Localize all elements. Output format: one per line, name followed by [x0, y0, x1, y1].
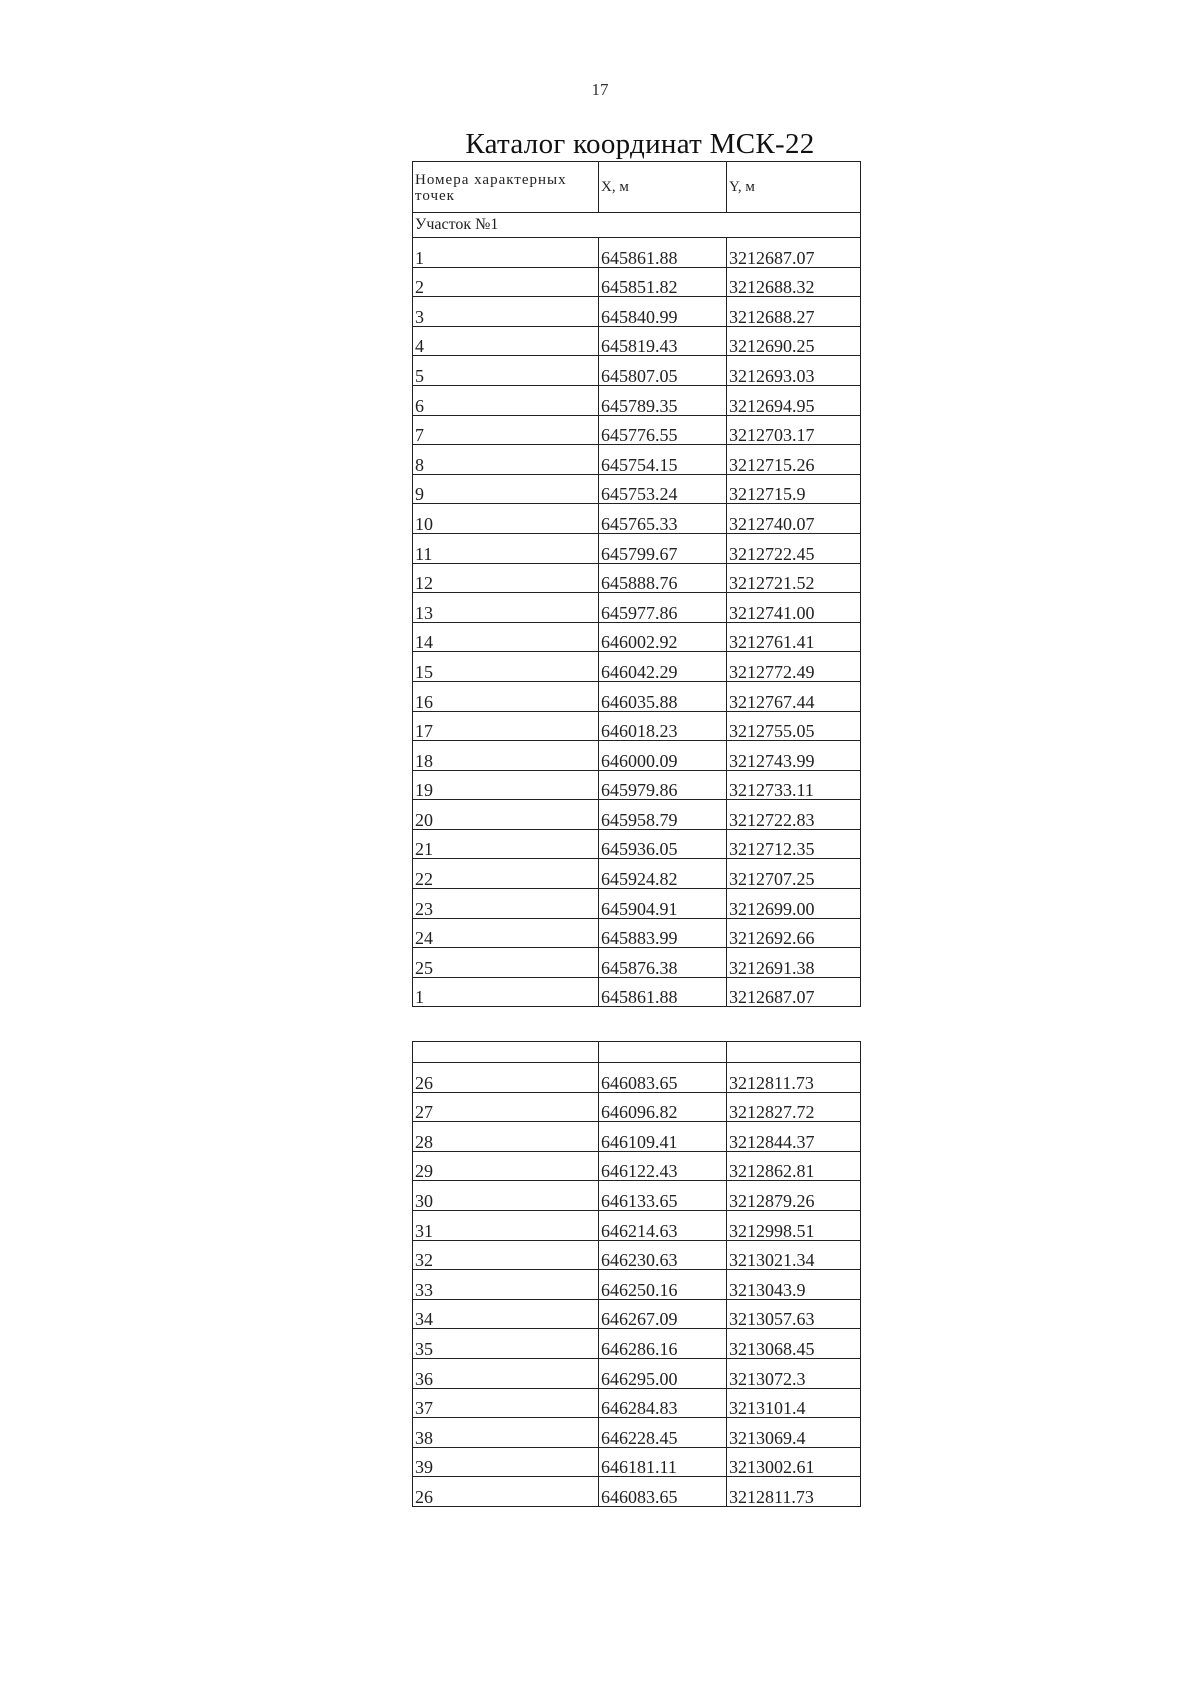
x-coordinate-cell: 645904.91 [599, 889, 727, 919]
y-coordinate-cell: 3212687.07 [727, 238, 861, 268]
table-row [413, 474, 861, 504]
x-coordinate-cell: 646000.09 [599, 741, 727, 771]
table-row [413, 770, 861, 800]
y-coordinate-cell: 3212693.03 [727, 356, 861, 386]
table-row [413, 681, 861, 711]
point-number-cell: 36 [413, 1358, 599, 1388]
table-row [413, 829, 861, 859]
table-row [413, 1210, 861, 1240]
x-coordinate-cell: 646267.09 [599, 1299, 727, 1329]
blank-row [413, 1042, 861, 1063]
y-coordinate-cell: 3212755.05 [727, 711, 861, 741]
x-coordinate-cell: 646083.65 [599, 1063, 727, 1093]
y-coordinate-cell: 3212688.27 [727, 297, 861, 327]
table-row [413, 533, 861, 563]
point-number-cell: 24 [413, 918, 599, 948]
table-row [413, 445, 861, 475]
x-coordinate-cell: 645883.99 [599, 918, 727, 948]
table-row [413, 622, 861, 652]
table-row [413, 593, 861, 623]
point-number-cell: 29 [413, 1151, 599, 1181]
point-number-cell: 11 [413, 533, 599, 563]
table-row [413, 918, 861, 948]
y-coordinate-cell: 3212691.38 [727, 948, 861, 978]
table-row [413, 1388, 861, 1418]
x-coordinate-cell: 645876.38 [599, 948, 727, 978]
point-number-cell: 2 [413, 267, 599, 297]
section-label: Участок №1 [413, 213, 861, 238]
y-coordinate-cell: 3212862.81 [727, 1151, 861, 1181]
x-coordinate-cell: 646035.88 [599, 681, 727, 711]
y-coordinate-cell: 3212688.32 [727, 267, 861, 297]
point-number-cell: 9 [413, 474, 599, 504]
x-coordinate-cell: 646181.11 [599, 1447, 727, 1477]
y-coordinate-cell: 3212767.44 [727, 681, 861, 711]
table-row [413, 741, 861, 771]
coordinate-table-section-1 [412, 161, 861, 1007]
table-row [413, 1181, 861, 1211]
table-row [413, 385, 861, 415]
x-coordinate-cell: 646083.65 [599, 1477, 727, 1507]
y-coordinate-cell: 3212687.07 [727, 977, 861, 1007]
x-coordinate-cell: 646228.45 [599, 1418, 727, 1448]
table-row [413, 1358, 861, 1388]
x-coordinate-cell: 646109.41 [599, 1122, 727, 1152]
header-x: X, м [599, 162, 727, 213]
point-number-cell: 39 [413, 1447, 599, 1477]
y-coordinate-cell: 3212694.95 [727, 385, 861, 415]
y-coordinate-cell: 3212827.72 [727, 1092, 861, 1122]
y-coordinate-cell: 3212998.51 [727, 1210, 861, 1240]
x-coordinate-cell: 645776.55 [599, 415, 727, 445]
table-row [413, 1240, 861, 1270]
y-coordinate-cell: 3212707.25 [727, 859, 861, 889]
blank-cell [413, 1042, 599, 1063]
coordinate-table-section-2 [412, 1041, 861, 1507]
table-row [413, 711, 861, 741]
point-number-cell: 18 [413, 741, 599, 771]
x-coordinate-cell: 646230.63 [599, 1240, 727, 1270]
table-row [413, 977, 861, 1007]
table-row [413, 1418, 861, 1448]
y-coordinate-cell: 3213068.45 [727, 1329, 861, 1359]
point-number-cell: 3 [413, 297, 599, 327]
x-coordinate-cell: 645753.24 [599, 474, 727, 504]
point-number-cell: 28 [413, 1122, 599, 1152]
x-coordinate-cell: 645977.86 [599, 593, 727, 623]
y-coordinate-cell: 3212772.49 [727, 652, 861, 682]
point-number-cell: 26 [413, 1063, 599, 1093]
x-coordinate-cell: 646133.65 [599, 1181, 727, 1211]
table-header-row [413, 162, 861, 213]
x-coordinate-cell: 645819.43 [599, 326, 727, 356]
x-coordinate-cell: 645979.86 [599, 770, 727, 800]
table-row [413, 563, 861, 593]
point-number-cell: 13 [413, 593, 599, 623]
y-coordinate-cell: 3213057.63 [727, 1299, 861, 1329]
x-coordinate-cell: 645765.33 [599, 504, 727, 534]
y-coordinate-cell: 3212712.35 [727, 829, 861, 859]
x-coordinate-cell: 646214.63 [599, 1210, 727, 1240]
table-row [413, 297, 861, 327]
table-row [413, 1092, 861, 1122]
y-coordinate-cell: 3212743.99 [727, 741, 861, 771]
x-coordinate-cell: 645958.79 [599, 800, 727, 830]
point-number-cell: 35 [413, 1329, 599, 1359]
y-coordinate-cell: 3213072.3 [727, 1358, 861, 1388]
header-y: Y, м [727, 162, 861, 213]
x-coordinate-cell: 646284.83 [599, 1388, 727, 1418]
y-coordinate-cell: 3212740.07 [727, 504, 861, 534]
point-number-cell: 31 [413, 1210, 599, 1240]
y-coordinate-cell: 3212722.45 [727, 533, 861, 563]
x-coordinate-cell: 645807.05 [599, 356, 727, 386]
point-number-cell: 19 [413, 770, 599, 800]
y-coordinate-cell: 3212692.66 [727, 918, 861, 948]
x-coordinate-cell: 645754.15 [599, 445, 727, 475]
x-coordinate-cell: 645851.82 [599, 267, 727, 297]
point-number-cell: 4 [413, 326, 599, 356]
point-number-cell: 16 [413, 681, 599, 711]
table-row [413, 238, 861, 268]
y-coordinate-cell: 3213069.4 [727, 1418, 861, 1448]
table-row [413, 356, 861, 386]
y-coordinate-cell: 3212733.11 [727, 770, 861, 800]
point-number-cell: 7 [413, 415, 599, 445]
y-coordinate-cell: 3212811.73 [727, 1477, 861, 1507]
table-row [413, 1329, 861, 1359]
x-coordinate-cell: 645936.05 [599, 829, 727, 859]
point-number-cell: 38 [413, 1418, 599, 1448]
point-number-cell: 23 [413, 889, 599, 919]
y-coordinate-cell: 3212715.26 [727, 445, 861, 475]
point-number-cell: 30 [413, 1181, 599, 1211]
x-coordinate-cell: 646096.82 [599, 1092, 727, 1122]
point-number-cell: 26 [413, 1477, 599, 1507]
point-number-cell: 27 [413, 1092, 599, 1122]
point-number-cell: 5 [413, 356, 599, 386]
point-number-cell: 1 [413, 977, 599, 1007]
point-number-cell: 34 [413, 1299, 599, 1329]
y-coordinate-cell: 3212879.26 [727, 1181, 861, 1211]
table-row [413, 1477, 861, 1507]
x-coordinate-cell: 646042.29 [599, 652, 727, 682]
point-number-cell: 37 [413, 1388, 599, 1418]
blank-cell [599, 1042, 727, 1063]
y-coordinate-cell: 3213002.61 [727, 1447, 861, 1477]
x-coordinate-cell: 645799.67 [599, 533, 727, 563]
point-number-cell: 15 [413, 652, 599, 682]
table-row [413, 948, 861, 978]
y-coordinate-cell: 3212844.37 [727, 1122, 861, 1152]
table-row [413, 1270, 861, 1300]
table-row [413, 326, 861, 356]
y-coordinate-cell: 3212811.73 [727, 1063, 861, 1093]
point-number-cell: 8 [413, 445, 599, 475]
point-number-cell: 20 [413, 800, 599, 830]
table-row [413, 267, 861, 297]
x-coordinate-cell: 646286.16 [599, 1329, 727, 1359]
point-number-cell: 6 [413, 385, 599, 415]
table-row [413, 504, 861, 534]
point-number-cell: 22 [413, 859, 599, 889]
point-number-cell: 32 [413, 1240, 599, 1270]
x-coordinate-cell: 646250.16 [599, 1270, 727, 1300]
y-coordinate-cell: 3212699.00 [727, 889, 861, 919]
table-row [413, 889, 861, 919]
y-coordinate-cell: 3213043.9 [727, 1270, 861, 1300]
point-number-cell: 21 [413, 829, 599, 859]
x-coordinate-cell: 645924.82 [599, 859, 727, 889]
x-coordinate-cell: 646295.00 [599, 1358, 727, 1388]
y-coordinate-cell: 3212722.83 [727, 800, 861, 830]
table-row [413, 1299, 861, 1329]
point-number-cell: 14 [413, 622, 599, 652]
header-point-numbers: Номера характерных точек [413, 162, 599, 213]
table-row [413, 1447, 861, 1477]
y-coordinate-cell: 3212715.9 [727, 474, 861, 504]
y-coordinate-cell: 3212761.41 [727, 622, 861, 652]
blank-cell [727, 1042, 861, 1063]
table-row [413, 1122, 861, 1152]
point-number-cell: 10 [413, 504, 599, 534]
section-label-row [413, 213, 861, 238]
x-coordinate-cell: 645888.76 [599, 563, 727, 593]
y-coordinate-cell: 3213021.34 [727, 1240, 861, 1270]
x-coordinate-cell: 646002.92 [599, 622, 727, 652]
x-coordinate-cell: 645861.88 [599, 238, 727, 268]
table-row [413, 800, 861, 830]
y-coordinate-cell: 3212741.00 [727, 593, 861, 623]
y-coordinate-cell: 3213101.4 [727, 1388, 861, 1418]
point-number-cell: 12 [413, 563, 599, 593]
x-coordinate-cell: 646018.23 [599, 711, 727, 741]
point-number-cell: 1 [413, 238, 599, 268]
page-number: 17 [591, 80, 609, 99]
x-coordinate-cell: 645840.99 [599, 297, 727, 327]
table-row [413, 859, 861, 889]
table-row [413, 1063, 861, 1093]
page-title: Каталог координат МСК-22 [465, 128, 815, 160]
x-coordinate-cell: 646122.43 [599, 1151, 727, 1181]
y-coordinate-cell: 3212721.52 [727, 563, 861, 593]
table-row [413, 1151, 861, 1181]
x-coordinate-cell: 645789.35 [599, 385, 727, 415]
y-coordinate-cell: 3212690.25 [727, 326, 861, 356]
point-number-cell: 25 [413, 948, 599, 978]
table-row [413, 652, 861, 682]
point-number-cell: 17 [413, 711, 599, 741]
table-row [413, 415, 861, 445]
x-coordinate-cell: 645861.88 [599, 977, 727, 1007]
point-number-cell: 33 [413, 1270, 599, 1300]
y-coordinate-cell: 3212703.17 [727, 415, 861, 445]
